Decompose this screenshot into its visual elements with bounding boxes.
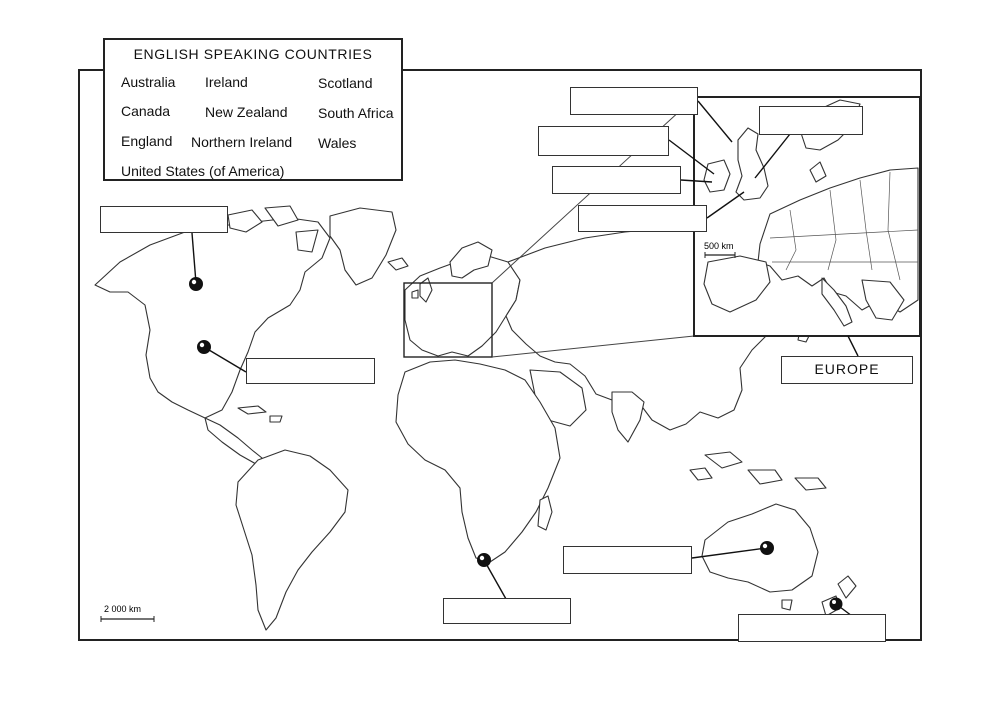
word-united-states: United States (of America) (121, 163, 285, 179)
word-england: England (121, 133, 173, 149)
word-northern-ireland: Northern Ireland (191, 134, 293, 150)
marker-usa (198, 341, 211, 354)
answer-box-wales[interactable] (578, 205, 707, 232)
madagascar (538, 496, 552, 530)
word-ireland: Ireland (205, 74, 248, 90)
world-scale-label: 2 000 km (104, 604, 142, 614)
tasmania (782, 600, 792, 610)
india (612, 392, 644, 442)
answer-box-usa[interactable] (246, 358, 375, 384)
answer-box-scotland[interactable] (570, 87, 698, 115)
answer-box-australia[interactable] (563, 546, 692, 574)
answer-box-south-africa[interactable] (443, 598, 571, 624)
answer-box-canada[interactable] (100, 206, 228, 233)
answer-box-england[interactable] (759, 106, 863, 135)
inset-scale-bar (704, 241, 735, 258)
answer-box-northern-ireland[interactable] (538, 126, 669, 156)
word-scotland: Scotland (318, 75, 373, 91)
inset-scale-label: 500 km (704, 241, 734, 251)
south-america-landmass (236, 450, 348, 630)
word-south-africa: South Africa (318, 105, 394, 121)
word-wales: Wales (318, 135, 357, 151)
caribbean-islands (238, 406, 282, 422)
europe-inset-label: EUROPE (781, 356, 913, 384)
southeast-asia-islands (690, 452, 826, 490)
leader-line-europe (848, 336, 858, 356)
greenland-landmass (330, 208, 396, 285)
word-australia: Australia (121, 74, 176, 90)
marker-new-zealand (830, 598, 842, 610)
answer-box-ireland[interactable] (552, 166, 681, 194)
word-bank-title: ENGLISH SPEAKING COUNTRIES (133, 46, 373, 62)
world-scale-bar (101, 604, 154, 622)
answer-box-new-zealand[interactable] (738, 614, 886, 642)
word-new-zealand: New Zealand (205, 104, 288, 120)
marker-canada (190, 278, 203, 291)
central-america (205, 418, 262, 464)
marker-south-africa (478, 554, 491, 567)
iceland (388, 258, 408, 270)
word-canada: Canada (121, 103, 171, 119)
north-america-landmass (95, 218, 330, 418)
word-bank (103, 38, 403, 181)
new-zealand (822, 576, 856, 616)
marker-australia (761, 542, 774, 555)
